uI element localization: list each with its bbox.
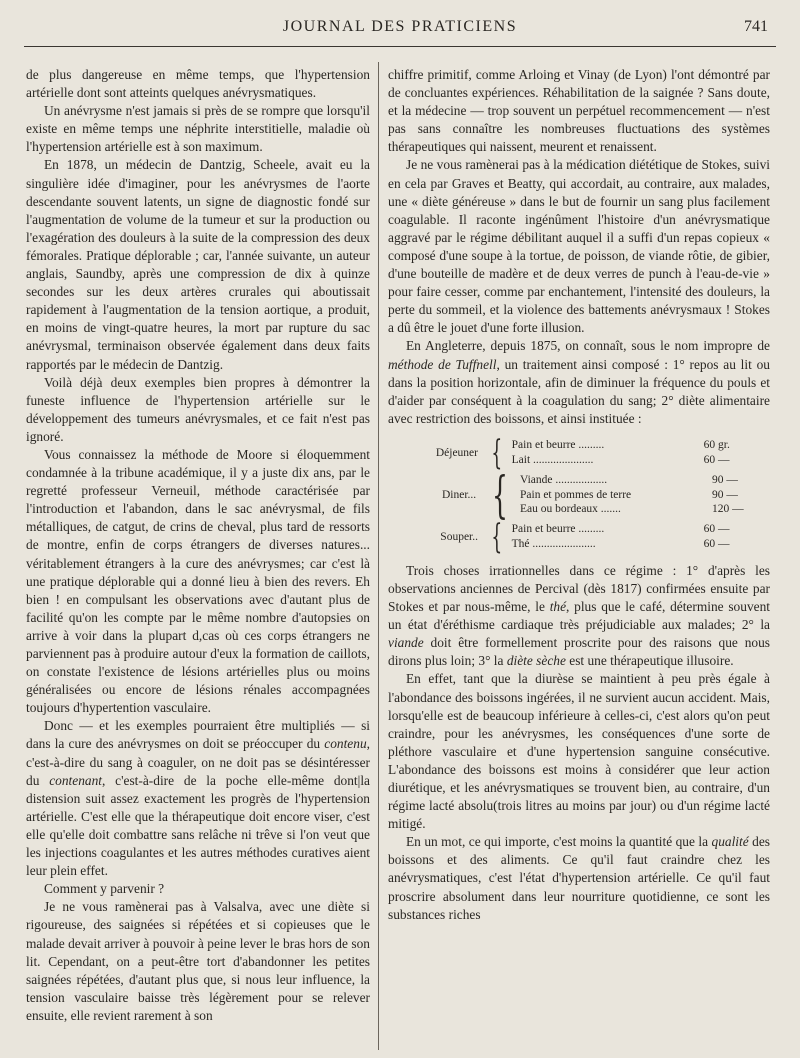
diet-item: Pain et beurre ......... 60 — [511,523,730,536]
paragraph: En un mot, ce qui importe, c'est moins la quantité que la qualité des boissons et des aliments. Ce qu'il faut craindre chez les anévrysmatiques, c'est l'état d'hypertension artérielle. Ce qu'il faut proscrire absolument dans leur nourriture quotidienne, ce sont les substances riches [388,834,770,922]
brace-icon: { [491,432,503,473]
journal-title: JOURNAL DES PRATICIENS [282,18,518,35]
paragraph: Comment y parvenir ? [44,881,165,897]
paragraph: de plus dangereuse en même temps, que l'hypertension artérielle dont sont atteints quelques anévrysmatiques. [26,67,370,101]
diet-item: Pain et beurre ......... 60 gr. [511,439,730,452]
paragraph: En Angleterre, depuis 1875, on connaît, sous le nom impropre de méthode de Tuffnell, un traitement ainsi composé : 1° repos au lit ou dans la position horizontale, afin de diminuer la fréquence du pouls et d'aider par conséquent à la coagulation du sang; 2° diète alimentaire avec restriction des boissons, et ainsi instituée : [388,338,771,426]
meal-label: Souper.. [440,530,478,543]
header-rule [24,46,776,47]
paragraph: Vous connaissez la méthode de Moore si éloquemment condamnée à la tribune académique, il y a juste dix ans, par le regretté professeur Verneuil, méthode caractérisée par l'introduction et l'abandon, dans le sac anévrysmal, de fils métalliques, de catgut, de crins de cheval, plus tard de ressorts de montre, enfin de corps étrangers de diverses natures... véritablement étrangers à la cure des anévrysmes; car c'est là une pratique déplorable qui a donné lieu à bien des revers. Eh bien ! en compulsant les observations avec d'autant plus de facilité qu'on les compte par le même nombre d'autopsies on arrive à voir dans la plupart d,cas où ces corps étrangers ne parviennent pas à produire autour d'eux la formation de caillots, on constate l'existence de lésions artérielles plus ou moins généralisées ou encore de lésions rénales accompagnées toujours d'hypertention vasculaire. [26,446,370,716]
meal-row [388,465,770,524]
right-column [388,66,770,924]
paragraph: Donc — et les exemples pourraient être multipliés — si dans la cure des anévrysmes on doit se préoccuper du contenu, c'est-à-dire du sang à coaguler, on ne doit pas se désintéresser du contenant, c'est-à-dire de la poche elle-même dont|la distension suit assez exactement les progrès de l'hypertension artérielle. C'est elle que la thérapeutique doit encore viser, c'est elle qu'elle doit combattre sans relâche ni trêve si l'on veut que les injections coagulantes et les autres méthodes curatives aient leur plein effet. [26,718,370,879]
brace-icon: { [491,516,503,557]
paragraph: En effet, tant que la diurèse se maintient à peu près égale à l'abondance des boissons ingérées, il ne survient aucun accident. Mais, lorsqu'elle est de beaucoup inférieure à celles-ci, c'est alors qu'on peut craindre, pour les anévrysmes, les conséquences d'une sorte de pléthore vasculaire et d'une hypertension sanguine consécutive. L'abondance des boissons est moins à considérer que leur action diurétique, et les anévrysmatiques se trouvent bien, au contraire, d'un régime lacté absolu(trois litres au moins par jour) ou d'un régime lacté mitigé. [388,671,770,832]
page-number: 741 [744,18,768,35]
meal-row [388,516,770,557]
diet-table [388,432,770,557]
diet-item: Lait ..................... 60 — [511,453,730,466]
paragraph: Trois choses irrationnelles dans ce régime : 1° d'après les observations anciennes de Percival (dès 1817) confirmées ensuite par Stokes et par nous-même, le thé, plus que le café, détermine souvent un état d'éréthisme cardiaque très préjudiciable aux malades; 2° la viande doit être formellement proscrite pour des raisons que nous dirons plus loin; 3° la diète sèche est une thérapeutique illusoire. [388,562,770,669]
meal-label: Diner... [442,488,477,501]
paragraph: Un anévrysme n'est jamais si près de se rompre que lorsqu'il existe en même temps une néphrite interstitielle, maladie où l'hypertension artérielle est à son maximum. [26,103,370,155]
paragraph: En 1878, un médecin de Dantzig, Scheele, avait eu la singulière idée d'imaginer, pour les anévrysmes de l'aorte descendante souvent latents, un signe de diagnostic fondé sur l'augmentation de volume de la tumeur et sur la production ou l'exagération des douleurs à la suite de la compression des deux fémorales. Pratique déplorable ; car, l'année suivante, un auteur anglais, Saundby, après une compression de dix à quinze secondes sur les deux artères crurales qui aboutissait rapidement à l'augmentation de la tension aortique, a produit, en moins de vingt-quatre heures, la mort par rupture du sac anévrysmal, terminaison observée également dans deux faits rapportés par le médecin de Dantzig. [26,157,370,372]
paragraph: Je ne vous ramènerai pas à la médication diététique de Stokes, suivi en cela par Graves et Beatty, qui accordait, au contraire, aux malades, une « diète généreuse » dans le but de fournir un sang plus facilement coagulable. Il raconte ingénûment l'histoire d'un anévrysmatique aggravé par le régime débilitant auquel il a suffi d'un repas copieux « composé d'une soupe à la tortue, de poisson, de viande rôtie, de gibier, d'une bouteille de madère et de deux verres de punch à l'eau-de-vie » pour faire cesser, comme par enchantement, l'intensité des douleurs, la perte du sommeil, et la violence des battements anévrysmaux ! Stokes a dû être le jouet d'une forte illusion. [388,157,770,336]
paragraph: chiffre primitif, comme Arloing et Vinay (de Lyon) l'ont démontré par de concluantes expériences. Réhabilitation de la saignée ? Sans doute, et la médecine — trop souvent un perpétuel recommencement — n'est pas sans connaître les nombreuses fluctuations des systèmes thérapeutiques qui naissent, meurent et renaissent. [388,67,770,155]
diet-item: Eau ou bordeaux ....... 120 — [520,503,744,516]
paragraph: Je ne vous ramènerai pas à Valsalva, avec une diète si rigoureuse, des saignées si répétées et si copieuses que le malade devait arriver à pouvoir à peine lever le bras hors de son lit. Cependant, on a peut-être tort d'abandonner les petites saignées répétées, d'autant plus que, si nous leur influence, la tension vasculaire baisse très légèrement pour se relever ensuite, elle revient rarement à son [26,899,370,1023]
diet-item: Pain et pommes de terre 90 — [520,488,738,501]
column-divider [378,62,379,1050]
diet-item: Thé ...................... 60 — [511,537,730,550]
paragraph: Voilà déjà deux exemples bien propres à démontrer la funeste influence de l'hypertension artérielle sur le développement des tumeurs anévrysmales, et ce fait n'est pas ignoré. [26,374,370,444]
left-column [26,66,370,1025]
meal-label: Déjeuner [435,446,478,459]
diet-item: Viande .................. 90 — [520,474,738,487]
brace-icon: { [492,465,509,524]
running-header [24,18,776,44]
meal-row [388,432,770,473]
